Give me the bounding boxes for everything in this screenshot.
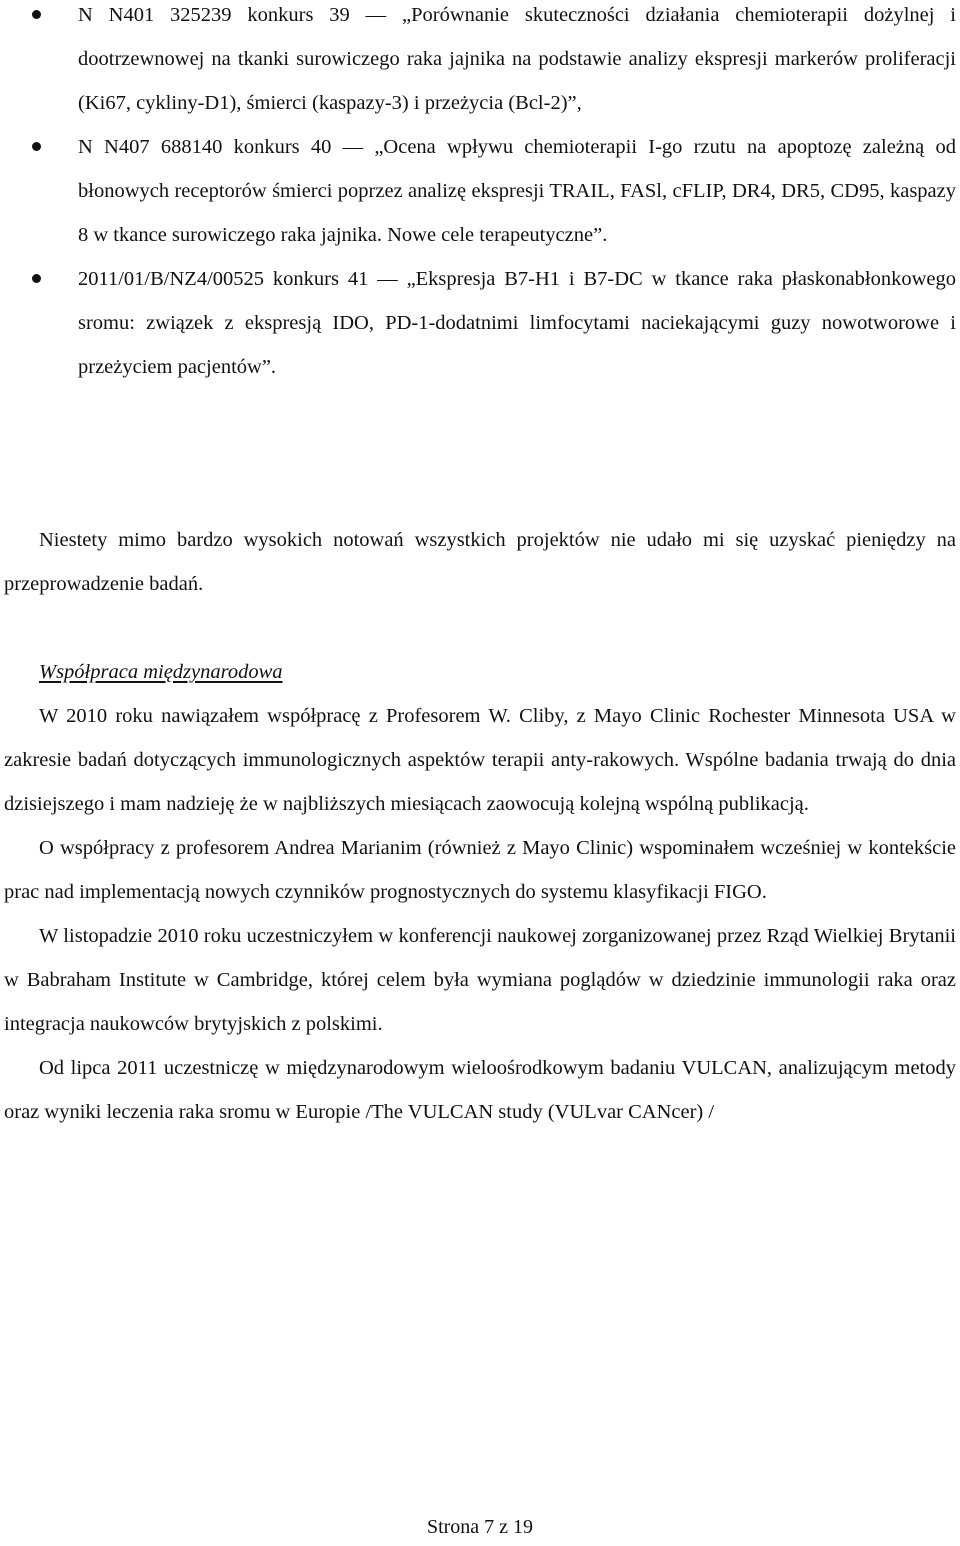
paragraph-2: O współpracy z profesorem Andrea Marianim (również z Mayo Clinic) wspominałem wcześniej w kontekście prac nad implementacją nowych czynników prognostycznych do systemu klasyfikacji FIGO. <box>4 837 956 903</box>
paragraph-1: W 2010 roku nawiązałem współpracę z Profesorem W. Cliby, z Mayo Clinic Rochester Minnesota USA w zakresie badań dotyczących immunologicznych aspektów terapii anty-rakowych. Wspólne badania trwają do dnia dzisiejszego i mam nadzieję że w najbliższych miesiącach zaowocują kolejną wspólną publikacją. <box>4 705 956 815</box>
grant-list <box>0 0 960 396</box>
page-number: Strona 7 z 19 <box>426 1516 534 1538</box>
grant-item-1 <box>0 0 960 125</box>
bullet-icon <box>32 142 41 151</box>
funding-note-block <box>4 518 956 606</box>
grant-item-text: N N401 325239 konkurs 39 ― „Porównanie skuteczności działania chemioterapii dożylnej i dootrzewnowej na tkanki surowiczego raka jajnika na podstawie analizy ekspresji markerów proliferacji (Ki67, cykliny-D1), śmierci (kaspazy-3) i przeżycia (Bcl-2)”, <box>78 4 956 114</box>
bullet-icon <box>32 274 41 283</box>
grant-item-text: N N407 688140 konkurs 40 ― „Ocena wpływu chemioterapii I-go rzutu na apoptozę zależną od błonowych receptorów śmierci poprzez analizę ekspresji TRAIL, FASl, cFLIP, DR4, DR5, CD95, kaspazy 8 w tkance surowiczego raka jajnika. Nowe cele terapeutyczne”. <box>78 136 956 246</box>
grant-item-2 <box>0 125 960 257</box>
grant-item-3 <box>0 257 960 389</box>
grant-item-text: 2011/01/B/NZ4/00525 konkurs 41 ― „Ekspresja B7-H1 i B7-DC w tkance raka płaskonabłonkowego sromu: związek z ekspresją IDO, PD-1-dodatnimi limfocytami naciekającymi guzy nowotworowe i przeżyciem pacjentów”. <box>78 268 956 378</box>
funding-note: Niestety mimo bardzo wysokich notowań wszystkich projektów nie udało mi się uzyskać pieniędzy na przeprowadzenie badań. <box>4 529 956 595</box>
cooperation-section <box>4 650 956 1134</box>
paragraph-3: W listopadzie 2010 roku uczestniczyłem w konferencji naukowej zorganizowanej przez Rząd Wielkiej Brytanii w Babraham Institute w Cambridge, której celem była wymiana poglądów w dziedzinie immunologii raka oraz integracja naukowców brytyjskich z polskimi. <box>4 925 956 1035</box>
bullet-icon <box>32 10 41 19</box>
section-heading: Współpraca międzynarodowa <box>39 661 283 683</box>
paragraph-4: Od lipca 2011 uczestniczę w międzynarodowym wieloośrodkowym badaniu VULCAN, analizującym metody oraz wyniki leczenia raka sromu w Europie /The VULCAN study (VULvar CANcer) / <box>4 1057 956 1123</box>
